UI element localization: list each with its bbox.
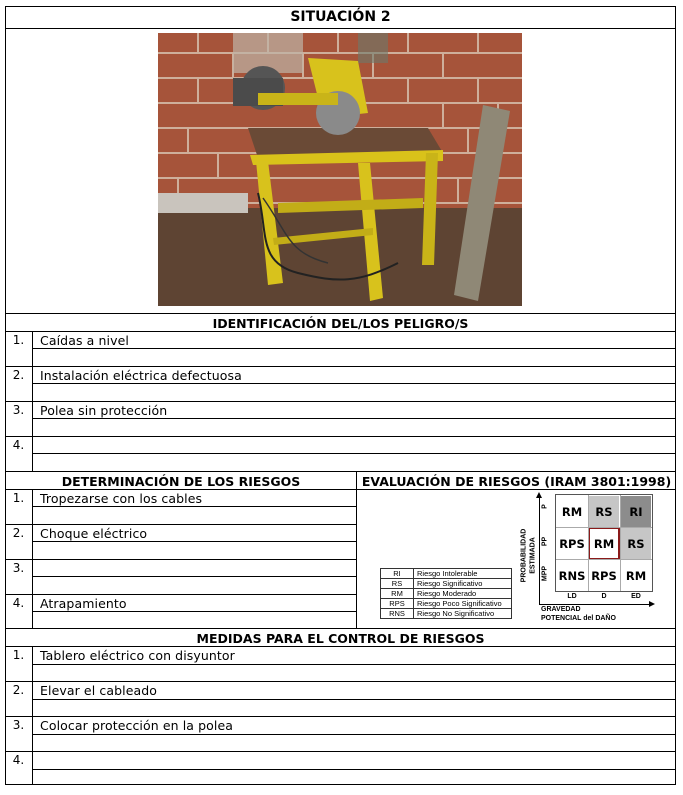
legend-abbr: RS	[381, 579, 414, 589]
medidas-text-3: Colocar protección en la polea	[40, 718, 234, 733]
legend-desc: Riesgo Intolerable	[414, 569, 512, 579]
matrix-cell-highlighted: RM	[588, 527, 620, 560]
y-axis-label-1: PROBABILIDAD	[520, 528, 528, 583]
matrix-grid	[555, 494, 653, 592]
legend-row	[381, 589, 512, 599]
row-label-p: P	[541, 504, 549, 509]
matrix-cell: RM	[561, 504, 583, 519]
medidas-num-2: 2.	[12, 683, 25, 697]
matrix-cell: RNS	[558, 568, 586, 583]
identificacion-text-1: Caídas a nivel	[40, 333, 129, 348]
determinacion-text-2: Choque eléctrico	[40, 526, 148, 541]
identificacion-num-3: 3.	[12, 403, 25, 417]
medidas-num-3: 3.	[12, 718, 25, 732]
x-axis-label-2: POTENCIAL del DAÑO	[541, 615, 616, 622]
matrix-cell: RPS	[559, 536, 585, 551]
matrix-cell: RM	[625, 568, 647, 583]
determinacion-text-4: Atrapamiento	[40, 596, 127, 611]
y-axis-label-2: ESTIMADA	[529, 537, 537, 574]
legend-desc: Riesgo No Significativo	[414, 609, 512, 619]
col-label-ed: ED	[631, 593, 641, 600]
determinacion-num-4: 4.	[12, 596, 25, 610]
page-title: SITUACIÓN 2	[290, 9, 391, 25]
legend-abbr: RM	[381, 589, 414, 599]
identificacion-num-4: 4.	[12, 438, 25, 452]
y-axis-arrow	[539, 498, 540, 604]
medidas-num-4: 4.	[12, 753, 25, 767]
identificacion-num-2: 2.	[12, 368, 25, 382]
legend-abbr: RI	[381, 569, 414, 579]
legend-desc: Riesgo Poco Significativo	[414, 599, 512, 609]
identificacion-heading: IDENTIFICACIÓN DEL/LOS PELIGRO/S	[212, 316, 469, 331]
x-axis-label-1: GRAVEDAD	[541, 606, 581, 613]
identificacion-num-1: 1.	[12, 333, 25, 347]
col-label-d: D	[601, 593, 607, 600]
evaluacion-heading: EVALUACIÓN DE RIESGOS (IRAM 3801:1998)	[361, 474, 672, 489]
medidas-text-2: Elevar el cableado	[40, 683, 158, 698]
medidas-num-1: 1.	[12, 648, 25, 662]
determinacion-num-3: 3.	[12, 561, 25, 575]
machine-photo	[158, 33, 522, 306]
medidas-heading: MEDIDAS PARA EL CONTROL DE RIESGOS	[196, 631, 485, 646]
legend-row	[381, 599, 512, 609]
risk-matrix	[520, 492, 660, 626]
legend-row	[381, 569, 512, 579]
identificacion-text-2: Instalación eléctrica defectuosa	[40, 368, 242, 383]
legend-row	[381, 579, 512, 589]
determinacion-num-2: 2.	[12, 526, 25, 540]
identificacion-text-3: Polea sin protección	[40, 403, 168, 418]
matrix-cell: RPS	[591, 568, 617, 583]
medidas-text-1: Tablero eléctrico con disyuntor	[40, 648, 235, 663]
col-label-ld: LD	[567, 593, 577, 600]
legend-desc: Riesgo Moderado	[414, 589, 512, 599]
determinacion-num-1: 1.	[12, 491, 25, 505]
risk-legend	[380, 568, 512, 619]
matrix-cell: RS	[589, 496, 619, 527]
legend-abbr: RNS	[381, 609, 414, 619]
legend-desc: Riesgo Significativo	[414, 579, 512, 589]
matrix-cell: RS	[621, 528, 651, 559]
matrix-cell: RI	[621, 496, 651, 527]
legend-row	[381, 609, 512, 619]
x-axis-arrow	[539, 604, 649, 605]
determinacion-text-1: Tropezarse con los cables	[40, 491, 203, 506]
row-label-mpp: MPP	[541, 565, 549, 582]
row-label-pp: PP	[541, 536, 549, 547]
legend-abbr: RPS	[381, 599, 414, 609]
determinacion-heading: DETERMINACIÓN DE LOS RIESGOS	[61, 474, 301, 489]
saw-table-image	[158, 33, 522, 306]
